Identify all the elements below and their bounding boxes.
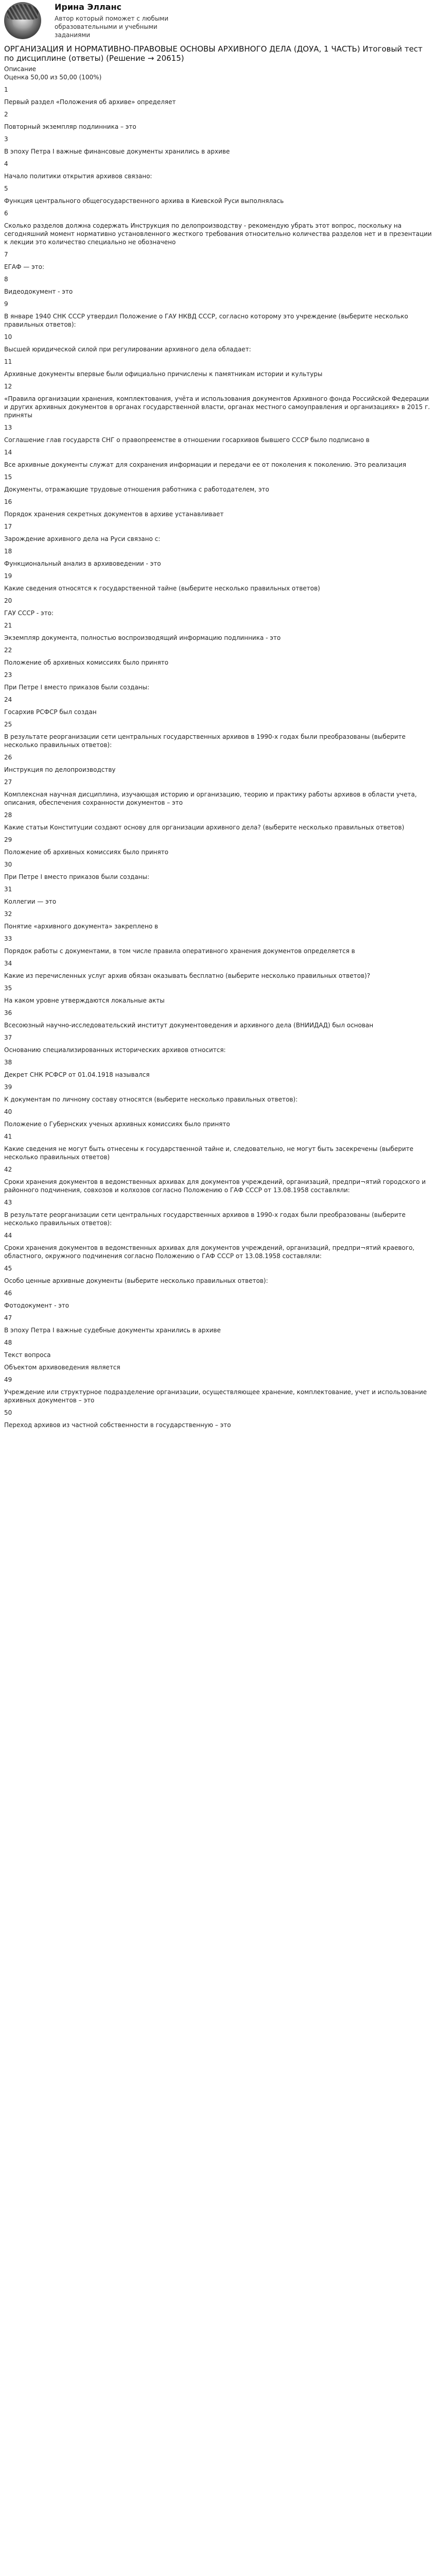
question-text: Всесоюзный научно-исследовательский институт документоведения и архивного дела (ВНИИДАД) был основан xyxy=(4,1022,374,1029)
question-item xyxy=(4,300,432,329)
question-item xyxy=(4,160,432,180)
question-number: 22 xyxy=(4,647,12,654)
question-number: 6 xyxy=(4,210,8,217)
question-text: Функциональный анализ в архивоведении - это xyxy=(4,560,161,567)
question-text: Какие из перечисленных услуг архив обязан оказывать бесплатно (выберите несколько правильных ответов)? xyxy=(4,972,371,979)
question-number: 45 xyxy=(4,1265,12,1272)
question-number: 37 xyxy=(4,1034,12,1041)
question-number: 2 xyxy=(4,111,8,118)
question-item xyxy=(4,135,432,156)
question-number: 4 xyxy=(4,160,8,167)
question-text: Понятие «архивного документа» закреплено в xyxy=(4,923,159,930)
question-item xyxy=(4,959,432,980)
question-number: 41 xyxy=(4,1133,12,1140)
question-item xyxy=(4,572,432,592)
question-item xyxy=(4,473,432,494)
question-text: Высшей юридической силой при регулировании архивного дела обладает: xyxy=(4,346,251,353)
question-number: 20 xyxy=(4,597,12,604)
question-text: Соглашение глав государств СНГ о правопреемстве в отношении госархивов бывшего СССР было подписано в xyxy=(4,436,370,444)
question-text: Переход архивов из частной собственности в государственную – это xyxy=(4,1421,231,1429)
question-number: 31 xyxy=(4,886,12,893)
question-item xyxy=(4,811,432,832)
question-item xyxy=(4,597,432,617)
question-item xyxy=(4,1289,432,1310)
question-number: 12 xyxy=(4,383,12,390)
question-text: В январе 1940 СНК СССР утвердил Положение о ГАУ НКВД СССР, согласно которому это учреждение (выберите несколько правильных ответов): xyxy=(4,313,408,328)
question-text: В эпоху Петра I важные судебные документы хранились в архиве xyxy=(4,1327,221,1334)
question-number: 24 xyxy=(4,696,12,703)
author-header xyxy=(4,0,432,41)
question-item xyxy=(4,1409,432,1429)
question-item xyxy=(4,720,432,749)
question-list xyxy=(4,86,432,1429)
question-number: 15 xyxy=(4,473,12,481)
question-number: 9 xyxy=(4,300,8,308)
question-text: Сроки хранения документов в ведомственных архивах для документов учреждений, организаций, предпри¬ятий краевого, областного, окружного подчинения согласно Положению о ГАФ СССР от 13.08.1958 составляли: xyxy=(4,1244,415,1260)
question-number: 5 xyxy=(4,185,8,192)
question-text: Коллегии — это xyxy=(4,898,57,905)
question-number: 42 xyxy=(4,1166,12,1173)
question-number: 25 xyxy=(4,721,12,728)
author-name[interactable]: Ирина Элланс xyxy=(55,2,121,12)
question-number: 27 xyxy=(4,778,12,786)
question-item xyxy=(4,1058,432,1079)
question-item xyxy=(4,1363,432,1371)
question-item xyxy=(4,778,432,807)
question-number: 16 xyxy=(4,498,12,505)
question-text: Сроки хранения документов в ведомственных архивах для документов учреждений, организаций, предпри¬ятий городского и районного подчинения, совхозов и колхозов согласно Положению о ГАФ СССР от 13.08.1958 составляли: xyxy=(4,1178,426,1194)
question-text: В эпоху Петра I важные финансовые документы хранились в архиве xyxy=(4,148,230,155)
question-item xyxy=(4,184,432,205)
question-number: 1 xyxy=(4,86,8,93)
author-info xyxy=(55,2,173,39)
question-item xyxy=(4,984,432,1005)
question-text: Госархив РСФСР был создан xyxy=(4,708,97,716)
question-item xyxy=(4,275,432,296)
question-item xyxy=(4,423,432,444)
question-text: В результате реорганизации сети центральных государственных архивов в 1990-х годах были преобразованы (выберите несколько правильных ответов): xyxy=(4,1211,406,1227)
question-number: 23 xyxy=(4,671,12,679)
question-number: 49 xyxy=(4,1376,12,1383)
question-item xyxy=(4,1338,432,1359)
question-text: На каком уровне утверждаются локальные акты xyxy=(4,997,165,1004)
question-text: При Петре I вместо приказов были созданы: xyxy=(4,684,150,691)
question-number: 39 xyxy=(4,1083,12,1091)
question-number: 50 xyxy=(4,1409,12,1416)
question-item xyxy=(4,498,432,518)
question-item xyxy=(4,1264,432,1285)
question-text: Текст вопроса xyxy=(4,1351,51,1359)
question-item xyxy=(4,696,432,716)
question-text: При Петре I вместо приказов были созданы: xyxy=(4,873,150,880)
question-number: 29 xyxy=(4,836,12,843)
question-item xyxy=(4,1083,432,1104)
question-number: 44 xyxy=(4,1232,12,1239)
question-item xyxy=(4,209,432,246)
question-number: 21 xyxy=(4,622,12,629)
question-text: Функция центрального общегосударственного архива в Киевской Руси выполнялась xyxy=(4,197,284,205)
question-number: 34 xyxy=(4,960,12,967)
question-text: ГАУ СССР - это: xyxy=(4,609,54,617)
question-number: 3 xyxy=(4,135,8,143)
question-number: 43 xyxy=(4,1199,12,1206)
question-item xyxy=(4,646,432,667)
question-number: 18 xyxy=(4,548,12,555)
question-number: 14 xyxy=(4,449,12,456)
question-item xyxy=(4,1033,432,1054)
question-text: ЕГАФ — это: xyxy=(4,263,45,270)
question-text: Фотодокумент - это xyxy=(4,1302,69,1309)
question-text: Первый раздел «Положения об архиве» определяет xyxy=(4,98,176,106)
question-text: Положение об архивных комиссиях было принято xyxy=(4,849,169,856)
question-item xyxy=(4,1009,432,1029)
question-text: Экземпляр документа, полностью воспроизводящий информацию подлинника - это xyxy=(4,634,281,641)
question-text: Видеодокумент - это xyxy=(4,288,73,295)
question-item xyxy=(4,935,432,955)
question-text: Какие сведения не могут быть отнесены к государственной тайне и, следовательно, не могут быть засекречены (выберите несколько правильных ответов) xyxy=(4,1145,413,1161)
question-number: 46 xyxy=(4,1290,12,1297)
question-text: Основанию специализированных исторических архивов относится: xyxy=(4,1046,226,1054)
question-text: Какие статьи Конституции создают основу для организации архивного дела? (выберите несколько правильных ответов) xyxy=(4,824,405,831)
author-avatar[interactable] xyxy=(4,2,41,39)
question-number: 7 xyxy=(4,251,8,258)
question-number: 38 xyxy=(4,1059,12,1066)
question-text: Учреждение или структурное подразделение организации, осуществляющее хранение, комплектование, учет и использование архивных документов – это xyxy=(4,1388,427,1404)
question-text: Особо ценные архивные документы (выберите несколько правильных ответов): xyxy=(4,1277,268,1284)
question-item xyxy=(4,1132,432,1161)
question-text: Какие сведения относятся к государственной тайне (выберите несколько правильных ответов) xyxy=(4,585,320,592)
question-item xyxy=(4,522,432,543)
question-number: 17 xyxy=(4,523,12,530)
question-text: Положение об архивных комиссиях было принято xyxy=(4,659,169,666)
question-text: Порядок работы с документами, в том числе правила оперативного хранения документов определяется в xyxy=(4,947,355,955)
question-item xyxy=(4,860,432,881)
question-text: Положение о Губернских ученых архивных комиссиях было принято xyxy=(4,1121,230,1128)
question-text: Инструкция по делопроизводству xyxy=(4,766,116,773)
question-number: 35 xyxy=(4,985,12,992)
description-label: Описание xyxy=(4,65,37,73)
question-item xyxy=(4,1198,432,1227)
question-number: 48 xyxy=(4,1339,12,1346)
question-number: 8 xyxy=(4,276,8,283)
question-text: Объектом архивоведения является xyxy=(4,1364,120,1371)
question-text: Зарождение архивного дела на Руси связано с: xyxy=(4,535,161,543)
question-item xyxy=(4,753,432,774)
question-text: Начало политики открытия архивов связано: xyxy=(4,173,152,180)
question-text: К документам по личному составу относятся (выберите несколько правильных ответов): xyxy=(4,1096,298,1103)
question-item xyxy=(4,885,432,906)
question-number: 47 xyxy=(4,1314,12,1321)
question-item xyxy=(4,1376,432,1404)
question-text: Все архивные документы служат для сохранения информации и передачи ее от поколения к поколению. Это реализация xyxy=(4,461,407,468)
score-text: Оценка 50,00 из 50,00 (100%) xyxy=(4,74,102,81)
question-item xyxy=(4,1165,432,1194)
question-item xyxy=(4,86,432,106)
question-text: Декрет СНК РСФСР от 01.04.1918 назывался xyxy=(4,1071,150,1078)
question-number: 30 xyxy=(4,861,12,868)
question-number: 26 xyxy=(4,754,12,761)
question-number: 36 xyxy=(4,1009,12,1016)
question-item xyxy=(4,621,432,642)
question-text: «Правила организации хранения, комплектования, учёта и использования документов Архивного фонда Российской Федерации и других архивных документов в органах государственной власти, органах местного самоуправления и организациях» в 2015 г. приняты xyxy=(4,395,430,419)
question-item xyxy=(4,910,432,930)
question-item xyxy=(4,448,432,469)
question-text: Архивные документы впервые были официально причислены к памятникам истории и культуры xyxy=(4,370,323,378)
question-item xyxy=(4,547,432,568)
question-text: Комплексная научная дисциплина, изучающая историю и организацию, теорию и практику работы архивов в области учета, описания, обеспечения сохранности документов – это xyxy=(4,791,417,806)
question-item xyxy=(4,250,432,271)
question-item xyxy=(4,382,432,419)
question-item xyxy=(4,836,432,856)
question-item xyxy=(4,1231,432,1260)
question-text: Порядок хранения секретных документов в архиве устанавливает xyxy=(4,511,224,518)
question-item xyxy=(4,110,432,131)
question-number: 33 xyxy=(4,935,12,942)
question-number: 11 xyxy=(4,358,12,365)
page-title: ОРГАНИЗАЦИЯ И НОРМАТИВНО-ПРАВОВЫЕ ОСНОВЫ АРХИВНОГО ДЕЛА (ДОУА, 1 ЧАСТЬ) Итоговый тест по дисциплине (ответы) (Решение → 20615) xyxy=(4,44,423,63)
question-text: В результате реорганизации сети центральных государственных архивов в 1990-х годах были преобразованы (выберите несколько правильных ответов): xyxy=(4,733,406,749)
question-number: 32 xyxy=(4,910,12,918)
question-number: 19 xyxy=(4,572,12,580)
question-item xyxy=(4,671,432,691)
author-description: Автор который поможет с любыми образовательными и учебными заданиями xyxy=(55,15,169,39)
question-item xyxy=(4,333,432,353)
question-number: 13 xyxy=(4,424,12,431)
question-text: Документы, отражающие трудовые отношения работника с работодателем, это xyxy=(4,486,269,493)
question-number: 40 xyxy=(4,1108,12,1115)
question-text: Сколько разделов должна содержать Инструкция по делопроизводству - рекомендую убрать этот вопрос, поскольку на сегодняшний момент нормативно установленного жесткого требования относительно количества разделов нет и в презентации к лекции это количество специально не обозначено xyxy=(4,222,432,246)
question-text: Повторный экземпляр подлинника – это xyxy=(4,123,136,130)
question-item xyxy=(4,1108,432,1128)
question-item xyxy=(4,1314,432,1334)
question-number: 28 xyxy=(4,811,12,819)
question-number: 10 xyxy=(4,333,12,341)
question-item xyxy=(4,358,432,378)
